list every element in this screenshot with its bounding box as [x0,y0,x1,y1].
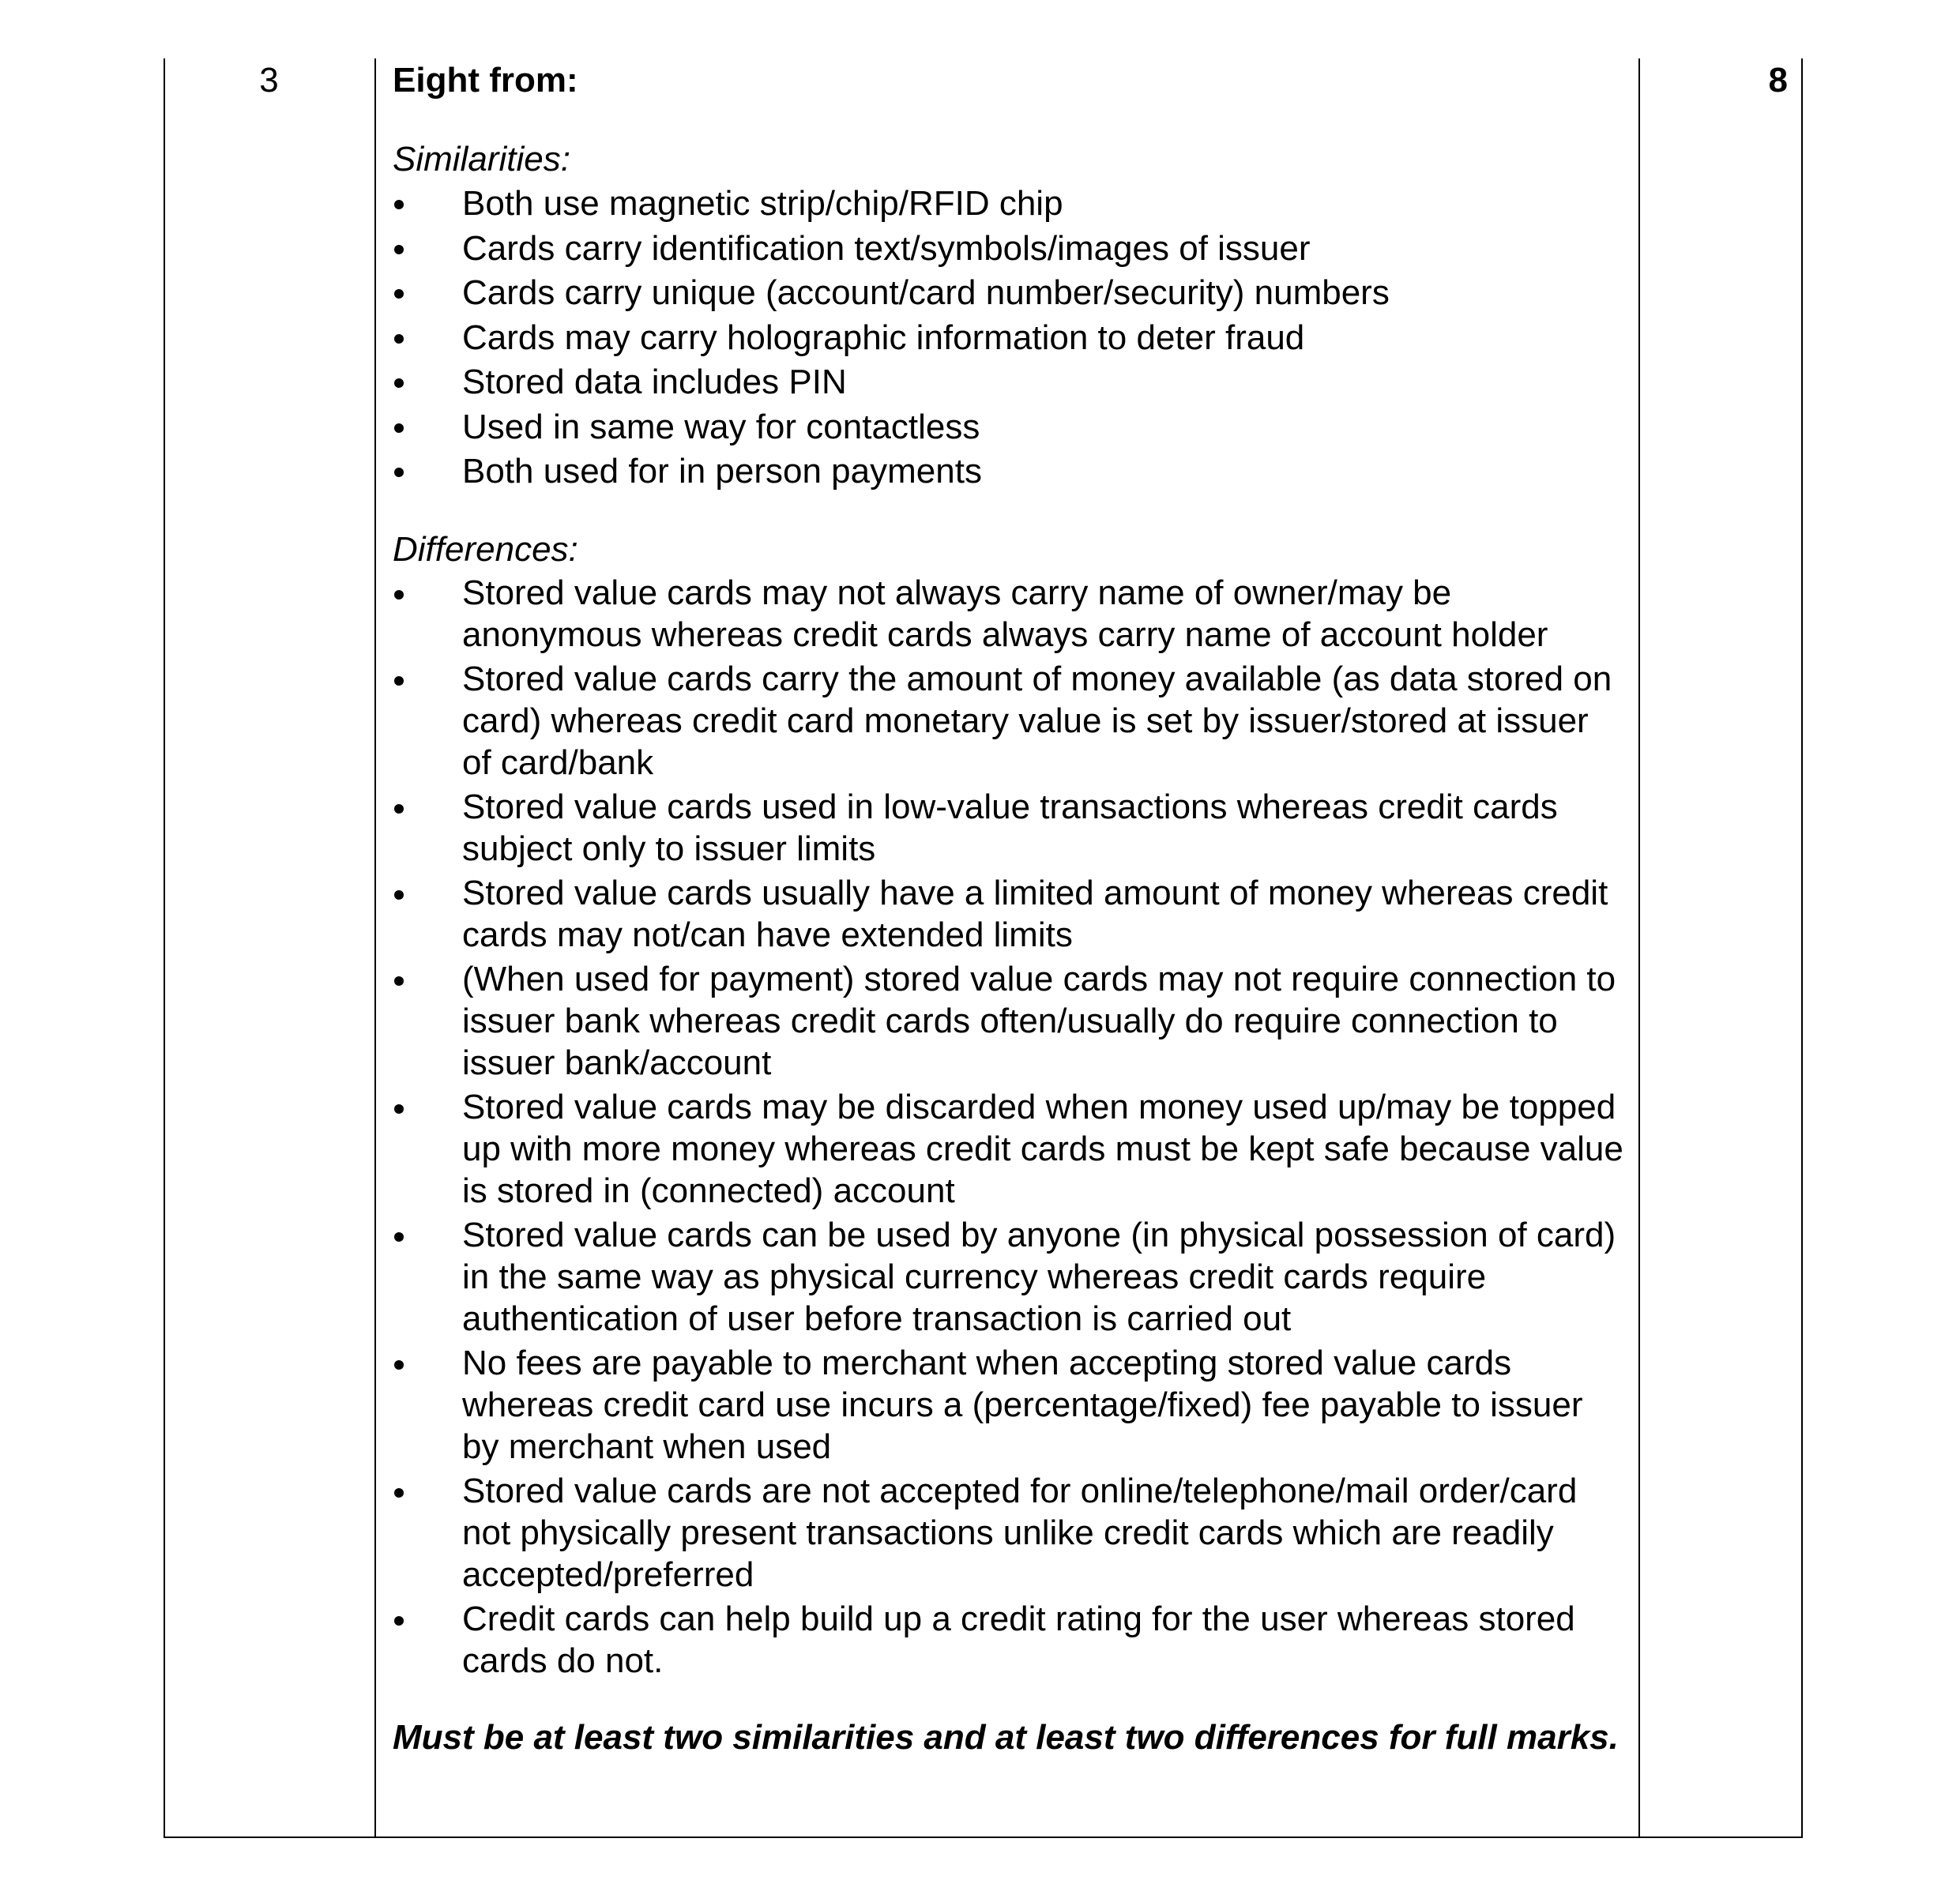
list-item: Both used for in person payments [393,449,1625,494]
list-item: Stored value cards used in low-value transactions whereas credit cards subject only to issuer limits [393,786,1625,870]
bullet-icon [393,316,408,361]
bullet-icon [393,1598,408,1682]
answer-cell [393,57,1625,1794]
bullet-icon [393,1214,408,1340]
bullet-icon [393,182,408,227]
bullet-icon [393,227,408,272]
table-border-right [1801,58,1803,1837]
list-item: Stored data includes PIN [393,360,1625,405]
list-item: Cards may carry holographic information to deter fraud [393,316,1625,361]
list-item: Both use magnetic strip/chip/RFID chip [393,182,1625,227]
bullet-icon [393,449,408,494]
bullet-icon [393,1086,408,1212]
list-item: Stored value cards usually have a limited amount of money whereas credit cards may not/can have extended limits [393,872,1625,956]
list-item: Stored value cards can be used by anyone (in physical possession of card) in the same way as physical currency whereas credit cards require authentication of user before transaction is carried out [393,1214,1625,1340]
answer-heading: Eight from: [393,61,578,100]
bullet-icon [393,786,408,870]
bullet-icon [393,360,408,405]
bullet-icon [393,958,408,1084]
bullet-icon [393,271,408,316]
table-border-bottom [164,1836,1803,1838]
list-item: Used in same way for contactless [393,405,1625,450]
list-item: Stored value cards carry the amount of money available (as data stored on card) whereas credit card monetary value is set by issuer/stored at issuer of card/bank [393,658,1625,784]
marking-note: Must be at least two similarities and at least two differences for full marks. [393,1717,1619,1757]
similarities-title: Similarities: [393,140,570,179]
differences-list [393,572,1625,1682]
list-item: Cards carry identification text/symbols/images of issuer [393,227,1625,272]
list-item: Cards carry unique (account/card number/security) numbers [393,271,1625,316]
list-item: Stored value cards may be discarded when money used up/may be topped up with more money whereas credit cards must be kept safe because value is stored in (connected) account [393,1086,1625,1212]
table-divider-answer-marks [1638,58,1640,1837]
list-item: Credit cards can help build up a credit rating for the user whereas stored cards do not. [393,1598,1625,1682]
list-item: No fees are payable to merchant when accepting stored value cards whereas credit card use incurs a (percentage/fixed) fee payable to issuer by merchant when used [393,1342,1625,1468]
bullet-icon [393,872,408,956]
list-item: Stored value cards may not always carry name of owner/may be anonymous whereas credit cards always carry name of account holder [393,572,1625,656]
differences-title: Differences: [393,529,578,569]
list-item: (When used for payment) stored value cards may not require connection to issuer bank whereas credit cards often/usually do require connection to issuer bank/account [393,958,1625,1084]
marks-value: 8 [1768,61,1788,100]
bullet-icon [393,572,408,656]
list-item: Stored value cards are not accepted for online/telephone/mail order/card not physically present transactions unlike credit cards which are readily accepted/preferred [393,1470,1625,1596]
bullet-icon [393,1470,408,1596]
question-number: 3 [259,61,279,100]
bullet-icon [393,405,408,450]
similarities-list [393,182,1625,494]
bullet-icon [393,658,408,784]
table-border-left [164,58,165,1837]
bullet-icon [393,1342,408,1468]
table-divider-question-answer [374,58,376,1837]
